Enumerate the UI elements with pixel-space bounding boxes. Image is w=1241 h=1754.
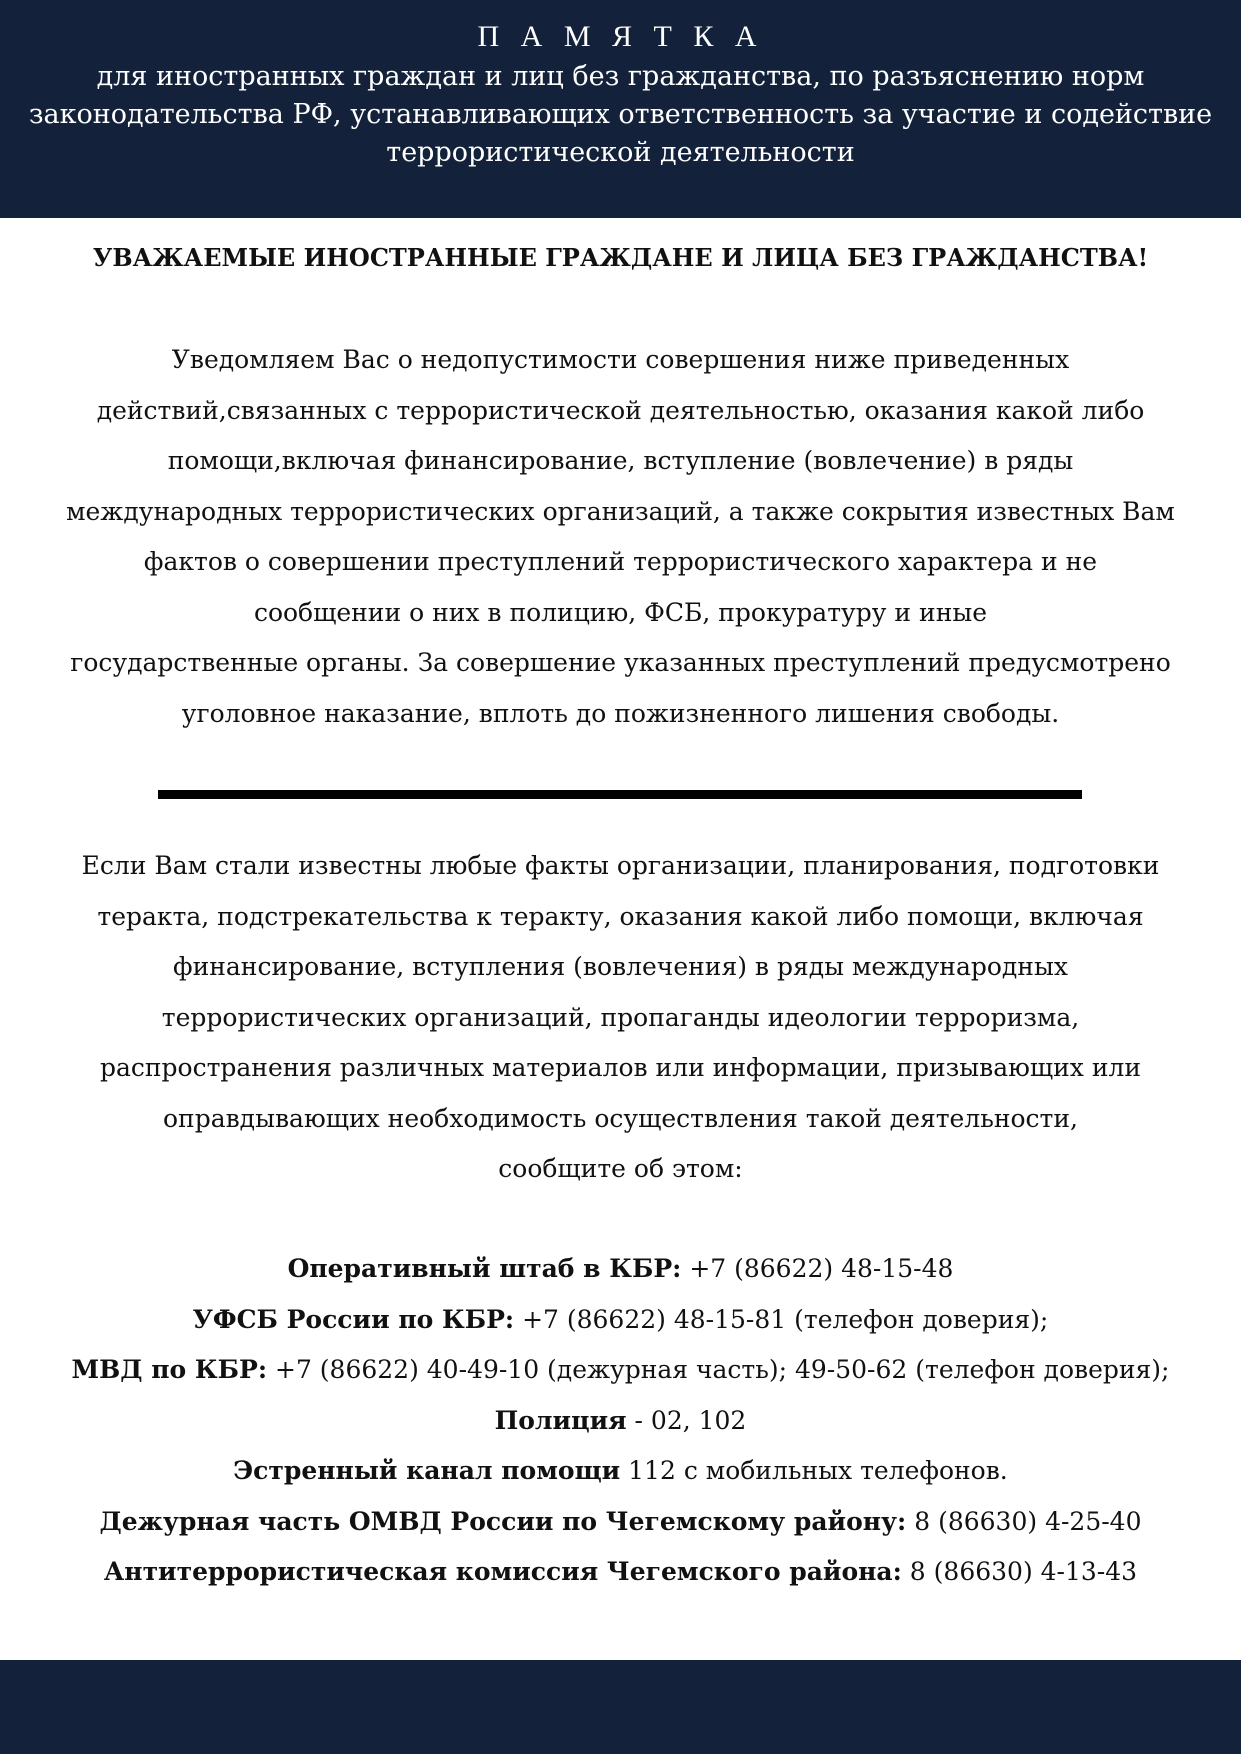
contact-phone: 8 (86630) 4-13-43 bbox=[901, 1557, 1138, 1586]
contact-label: Оперативный штаб в КБР: bbox=[287, 1254, 682, 1283]
contact-phone: +7 (86622) 40-49-10 (дежурная часть); 49-50-62 (телефон доверия); bbox=[267, 1355, 1170, 1384]
contact-phone: - 02, 102 bbox=[626, 1405, 747, 1435]
paragraph-line: Уведомляем Вас о недопустимости совершения ниже приведенных bbox=[171, 345, 1070, 374]
contact-phone: +7 (86622) 48-15-81 (телефон доверия); bbox=[514, 1304, 1049, 1334]
greeting-heading: УВАЖАЕМЫЕ ИНОСТРАННЫЕ ГРАЖДАНЕ И ЛИЦА БЕЗ ГРАЖДАНСТВА! bbox=[92, 243, 1149, 272]
paragraph-line: уголовное наказание, вплоть до пожизненного лишения свободы. bbox=[181, 698, 1060, 728]
contact-label: Дежурная часть ОМВД России по Чегемскому району: bbox=[99, 1506, 907, 1536]
contact-phone: 8 (86630) 4-25-40 bbox=[906, 1506, 1142, 1536]
contact-label: Антитеррористическая комиссия Чегемского района: bbox=[103, 1557, 902, 1586]
paragraph-line: Если Вам стали известны любые факты организации, планирования, подготовки bbox=[81, 851, 1160, 880]
paragraph-line: помощи,включая финансирование, вступление (вовлечение) в ряды bbox=[167, 446, 1074, 475]
reporting-paragraph bbox=[0, 841, 1241, 1195]
paragraph-line: сообщении о них в полицию, ФСБ, прокуратуру и иные bbox=[253, 597, 988, 627]
paragraph-line: финансирование, вступления (вовлечения) в ряды международных bbox=[173, 952, 1068, 981]
contact-label: Эстренный канал помощи bbox=[233, 1456, 621, 1485]
contact-line bbox=[0, 1446, 1241, 1497]
contact-line bbox=[0, 1295, 1241, 1346]
paragraph-line: фактов о совершении преступлений террористического характера и не bbox=[143, 547, 1098, 576]
contact-label: МВД по КБР: bbox=[71, 1355, 268, 1384]
paragraph-line: террористических организаций, пропаганды идеологии терроризма, bbox=[161, 1002, 1080, 1032]
paragraph-line: государственные органы. За совершение указанных преступлений предусмотрено bbox=[70, 648, 1171, 677]
section-divider bbox=[158, 790, 1082, 799]
subtitle-line: законодательства РФ, устанавливающих ответственность за участие и содействие bbox=[28, 99, 1213, 130]
paragraph-line: сообщите об этом: bbox=[498, 1154, 743, 1183]
contact-label: УФСБ России по КБР: bbox=[192, 1304, 515, 1334]
contact-line bbox=[0, 1396, 1241, 1447]
contact-phone: +7 (86622) 48-15-48 bbox=[681, 1254, 954, 1283]
subtitle-line: террористической деятельности bbox=[386, 137, 855, 168]
document-subtitle bbox=[10, 58, 1231, 172]
contact-line bbox=[0, 1497, 1241, 1548]
subtitle-line: для иностранных граждан и лиц без гражданства, по разъяснению норм bbox=[96, 61, 1145, 92]
contact-line bbox=[0, 1547, 1241, 1598]
paragraph-line: оправдывающих необходимость осуществления такой деятельности, bbox=[162, 1103, 1078, 1133]
paragraph-line: распространения различных материалов или информации, призывающих или bbox=[99, 1053, 1142, 1082]
paragraph-line: действий,связанных с террористической деятельностью, оказания какой либо bbox=[96, 395, 1145, 425]
paragraph-line: международных террористических организаций, а также сокрытия известных Вам bbox=[66, 496, 1175, 526]
contacts-list bbox=[0, 1244, 1241, 1598]
contact-line bbox=[0, 1244, 1241, 1295]
contact-line bbox=[0, 1345, 1241, 1396]
warning-paragraph bbox=[0, 335, 1241, 739]
header-banner bbox=[0, 0, 1241, 218]
contact-phone: 112 с мобильных телефонов. bbox=[620, 1456, 1008, 1485]
document-title: П А М Я Т К А bbox=[477, 20, 764, 53]
paragraph-line: теракта, подстрекательства к теракту, оказания какой либо помощи, включая bbox=[97, 901, 1144, 931]
contact-label: Полиция bbox=[494, 1405, 627, 1435]
footer-banner bbox=[0, 1660, 1241, 1754]
